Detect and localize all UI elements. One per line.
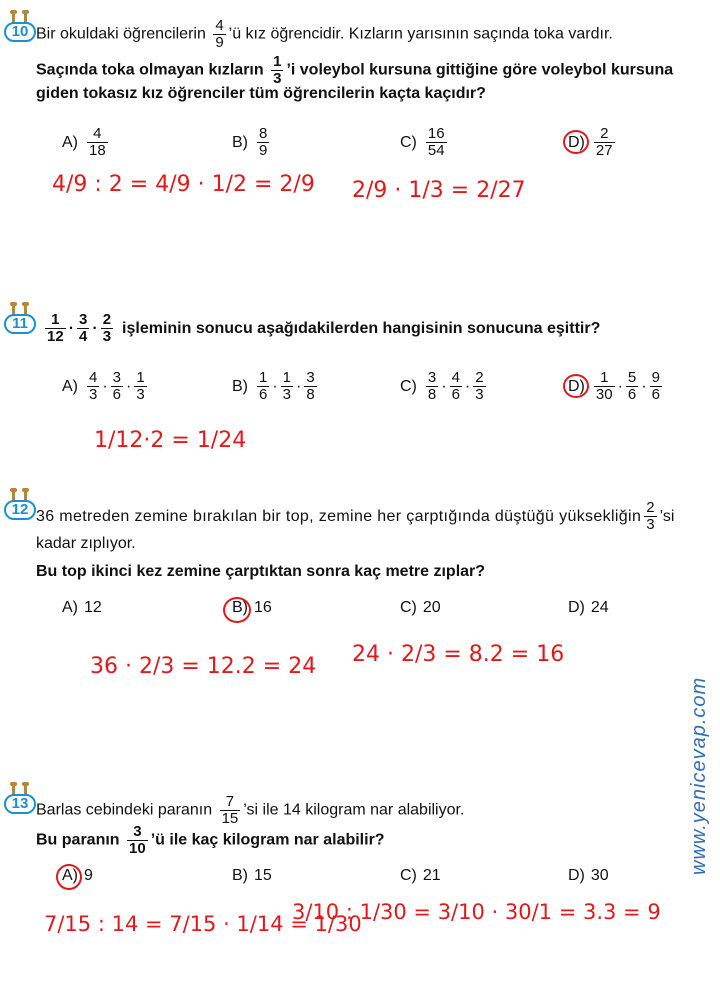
option-b[interactable]: B) $\frac{1}{6}$ · $\frac{1}{3}$ · $\frac{3}{8}$ <box>232 369 315 403</box>
question-12-line-1: 36 metreden zemine bırakılan bir top, zemine her çarptığında düştüğü yüksekliğin $\frac{2}{3}$ ’si <box>36 499 675 533</box>
answer-circle <box>563 374 589 398</box>
question-number-badge <box>4 12 38 42</box>
fraction: $\frac{2}{3}$ <box>646 499 655 533</box>
option-c[interactable]: C) $\frac{3}{8}$ · $\frac{4}{6}$ · $\frac{2}{3}$ <box>400 369 484 403</box>
option-c[interactable]: C) 21 <box>400 867 441 884</box>
handwritten-work: 7/15 : 14 = 7/15 · 1/14 = 1/30 <box>44 912 362 936</box>
fraction: $\frac{1}{12}$ <box>47 311 64 345</box>
option-c[interactable]: C) $\frac{16}{54}$ <box>400 125 445 159</box>
question-number: 12 <box>11 501 29 518</box>
option-a[interactable]: A) 12 <box>62 599 102 616</box>
option-d[interactable]: D) $\frac{2}{27}$ <box>568 125 613 159</box>
option-c[interactable]: C) 20 <box>400 599 441 616</box>
question-number: 10 <box>11 23 29 40</box>
option-a[interactable]: A) $\frac{4}{3}$ · $\frac{3}{6}$ · $\frac{1}{3}$ <box>62 369 145 403</box>
question-10-line-2: Saçında toka olmayan kızların $\frac{1}{3}$ ’i voleybol kursuna gittiğine göre voleybol kursuna <box>36 53 674 87</box>
fraction: $\frac{7}{15}$ <box>221 793 239 827</box>
watermark: www.yenicevap.com <box>688 676 710 875</box>
question-12-line-3: Bu top ikinci kez zemine çarptıktan sonra kaç metre zıplar? <box>36 563 486 580</box>
handwritten-work: 1/12·2 = 1/24 <box>94 428 247 453</box>
option-d[interactable]: D) 30 <box>568 867 609 884</box>
fraction: $\frac{1}{3}$ <box>273 53 282 87</box>
fraction: $\frac{4}{9}$ <box>215 17 224 51</box>
question-10-line-3: giden tokasız kız öğrenciler tüm öğrencilerin kaçta kaçıdır? <box>36 85 486 102</box>
answer-circle <box>563 130 589 154</box>
handwritten-work: 3/10 : 1/30 = 3/10 · 30/1 = 3.3 = 9 <box>292 900 661 924</box>
question-13-line-2: Bu paranın $\frac{3}{10}$ ’ü ile kaç kilogram nar alabilir? <box>36 823 385 857</box>
question-12-line-2: kadar zıplıyor. <box>36 535 136 552</box>
question-13-line-1: Barlas cebindeki paranın $\frac{7}{15}$ ’si ile 14 kilogram nar alabiliyor. <box>36 793 465 827</box>
option-d[interactable]: D) 24 <box>568 599 609 616</box>
option-a[interactable]: A) $\frac{4}{18}$ <box>62 125 106 159</box>
option-b[interactable]: B) $\frac{8}{9}$ <box>232 125 268 159</box>
question-11-line-1: $\frac{1}{12}$ · $\frac{3}{4}$ · $\frac{2}{3}$ işleminin sonucu aşağıdakilerden hangisinin sonucuna eşittir? <box>47 311 601 345</box>
option-b[interactable]: B) 15 <box>232 867 272 884</box>
option-b[interactable]: B) 16 <box>232 599 272 616</box>
question-number-badge <box>4 304 38 334</box>
question-number: 13 <box>11 795 29 812</box>
handwritten-work: 4/9 : 2 = 4/9 · 1/2 = 2/9 <box>52 172 315 197</box>
fraction: $\frac{3}{10}$ <box>129 823 146 857</box>
handwritten-work: 2/9 · 1/3 = 2/27 <box>352 178 526 203</box>
option-a[interactable]: A) 9 <box>62 867 93 884</box>
question-10-line-1: Bir okuldaki öğrencilerin $\frac{4}{9}$ ’ü kız öğrencidir. Kızların yarısının saçında toka vardır. <box>36 17 613 51</box>
question-number: 11 <box>12 315 28 332</box>
question-number-badge <box>4 784 38 814</box>
answer-circle <box>223 597 251 623</box>
fraction: $\frac{2}{3}$ <box>102 311 112 345</box>
fraction: $\frac{3}{4}$ <box>79 311 88 345</box>
answer-circle <box>56 864 82 890</box>
handwritten-work: 24 · 2/3 = 8.2 = 16 <box>352 642 565 667</box>
question-number-badge <box>4 490 38 520</box>
option-d[interactable]: D) $\frac{1}{30}$ · $\frac{5}{6}$ · $\frac{9}{6}$ <box>568 369 660 403</box>
handwritten-work: 36 · 2/3 = 12.2 = 24 <box>90 654 317 679</box>
